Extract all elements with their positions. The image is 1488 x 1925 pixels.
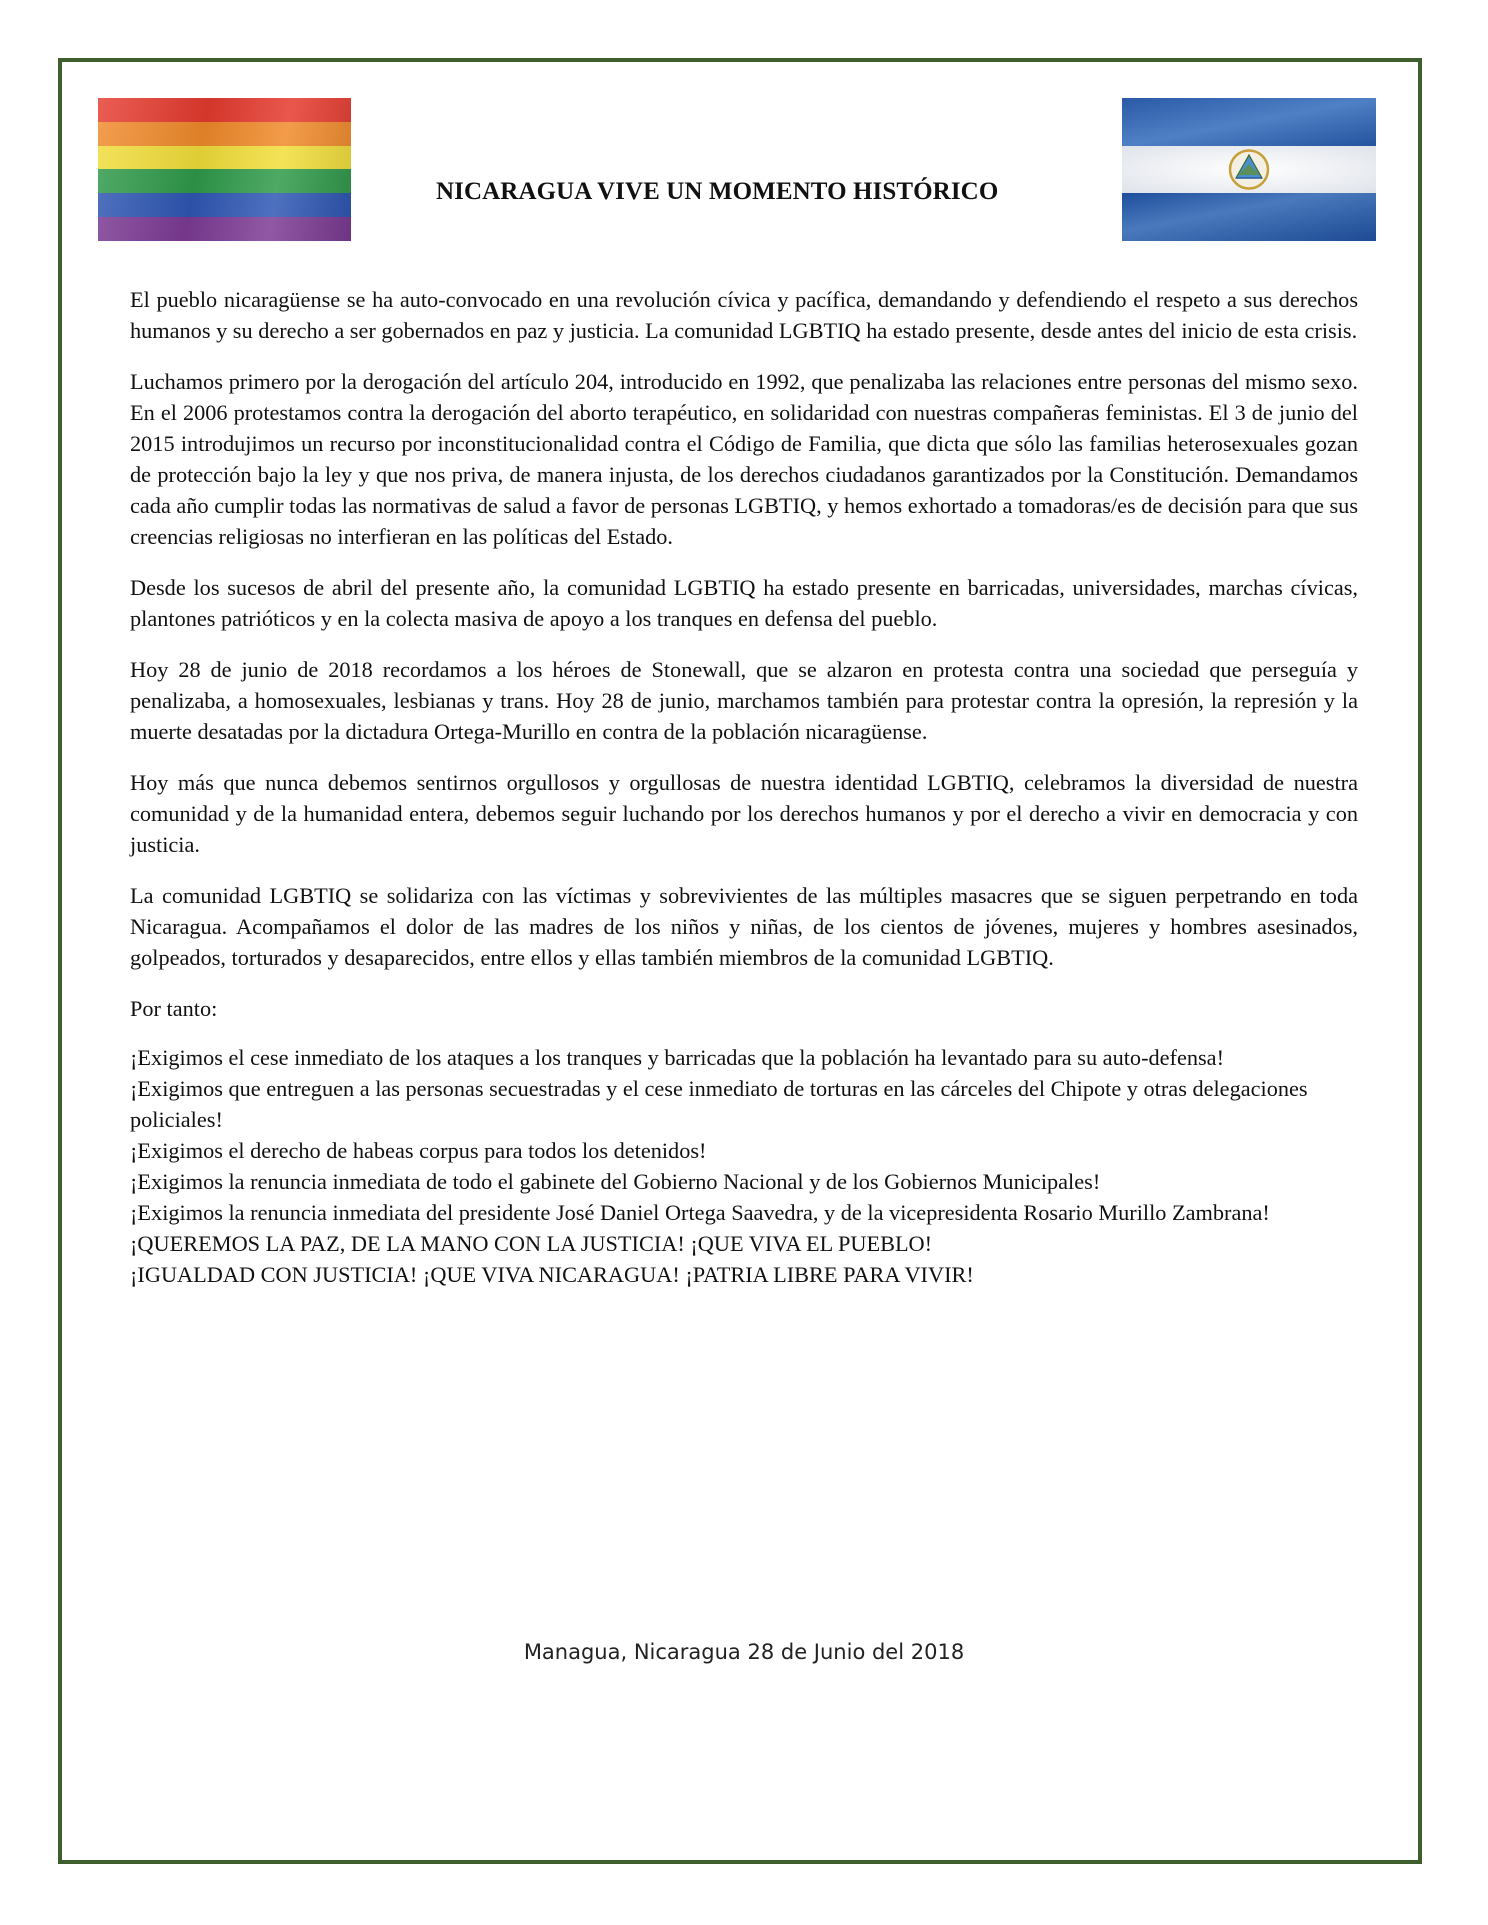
demand-item: ¡Exigimos el derecho de habeas corpus para todos los detenidos! <box>130 1138 707 1163</box>
demand-item: ¡Exigimos la renuncia inmediata de todo el gabinete del Gobierno Nacional y de los Gobiernos Municipales! <box>130 1169 1101 1194</box>
document-body <box>130 284 1358 1290</box>
paragraph: El pueblo nicaragüense se ha auto-convocado en una revolución cívica y pacífica, demandando y defendiendo el respeto a sus derechos humanos y su derecho a ser gobernados en paz y justicia. La comunidad LGBTIQ ha estado presente, desde antes del inicio de esta crisis. <box>130 287 1358 343</box>
por-tanto-heading: Por tanto: <box>130 996 218 1021</box>
flag-texture <box>98 98 351 241</box>
paragraph: Desde los sucesos de abril del presente año, la comunidad LGBTIQ ha estado presente en barricadas, universidades, marchas cívicas, plantones patrióticos y en la colecta masiva de apoyo a los tranques en defensa del pueblo. <box>130 575 1358 631</box>
paragraph: Luchamos primero por la derogación del artículo 204, introducido en 1992, que penalizaba las relaciones entre personas del mismo sexo. En el 2006 protestamos contra la derogación del aborto terapéutico, en solidaridad con nuestras compañeras feministas. El 3 de junio del 2015 introdujimos un recurso por inconstitucionalidad contra el Código de Familia, que dicta que sólo las familias heterosexuales gozan de protección bajo la ley y que nos priva, de manera injusta, de los derechos ciudadanos garantizados por la Constitución. Demandamos cada año cumplir todas las normativas de salud a favor de personas LGBTIQ, y hemos exhortado a tomadoras/es de decisión para que sus creencias religiosas no interfieran en las políticas del Estado. <box>130 369 1358 549</box>
slogan-line: ¡IGUALDAD CON JUSTICIA! ¡QUE VIVA NICARAGUA! ¡PATRIA LIBRE PARA VIVIR! <box>130 1262 974 1287</box>
rainbow-pride-flag-icon <box>98 98 351 241</box>
nicaragua-flag-icon <box>1122 98 1376 241</box>
place-date-line: Managua, Nicaragua 28 de Junio del 2018 <box>523 1640 965 1664</box>
paragraph: La comunidad LGBTIQ se solidariza con las víctimas y sobrevivientes de las múltiples masacres que se siguen perpetrando en toda Nicaragua. Acompañamos el dolor de las madres de los niños y niñas, de los cientos de jóvenes, mujeres y hombres asesinados, golpeados, torturados y desaparecidos, entre ellos y ellas también miembros de la comunidad LGBTIQ. <box>130 883 1358 970</box>
demands-list <box>130 1042 1358 1290</box>
page-title: NICARAGUA VIVE UN MOMENTO HISTÓRICO <box>436 178 999 205</box>
paragraph: Hoy 28 de junio de 2018 recordamos a los héroes de Stonewall, que se alzaron en protesta contra una sociedad que perseguía y penalizaba, a homosexuales, lesbianas y trans. Hoy 28 de junio, marchamos también para protestar contra la opresión, la represión y la muerte desatadas por la dictadura Ortega-Murillo en contra de la población nicaragüense. <box>130 657 1358 744</box>
demand-item: ¡Exigimos que entreguen a las personas secuestradas y el cese inmediato de torturas en las cárceles del Chipote y otras delegaciones policiales! <box>130 1076 1308 1132</box>
demand-item: ¡Exigimos la renuncia inmediata del presidente José Daniel Ortega Saavedra, y de la vicepresidenta Rosario Murillo Zambrana! <box>130 1200 1270 1225</box>
demand-item: ¡Exigimos el cese inmediato de los ataques a los tranques y barricadas que la población ha levantado para su auto-defensa! <box>130 1045 1225 1070</box>
paragraph: Hoy más que nunca debemos sentirnos orgullosos y orgullosas de nuestra identidad LGBTIQ, celebramos la diversidad de nuestra comunidad y de la humanidad entera, debemos seguir luchando por los derechos humanos y por el derecho a vivir en democracia y con justicia. <box>130 770 1358 857</box>
slogan-line: ¡QUEREMOS LA PAZ, DE LA MANO CON LA JUSTICIA! ¡QUE VIVA EL PUEBLO! <box>130 1231 933 1256</box>
